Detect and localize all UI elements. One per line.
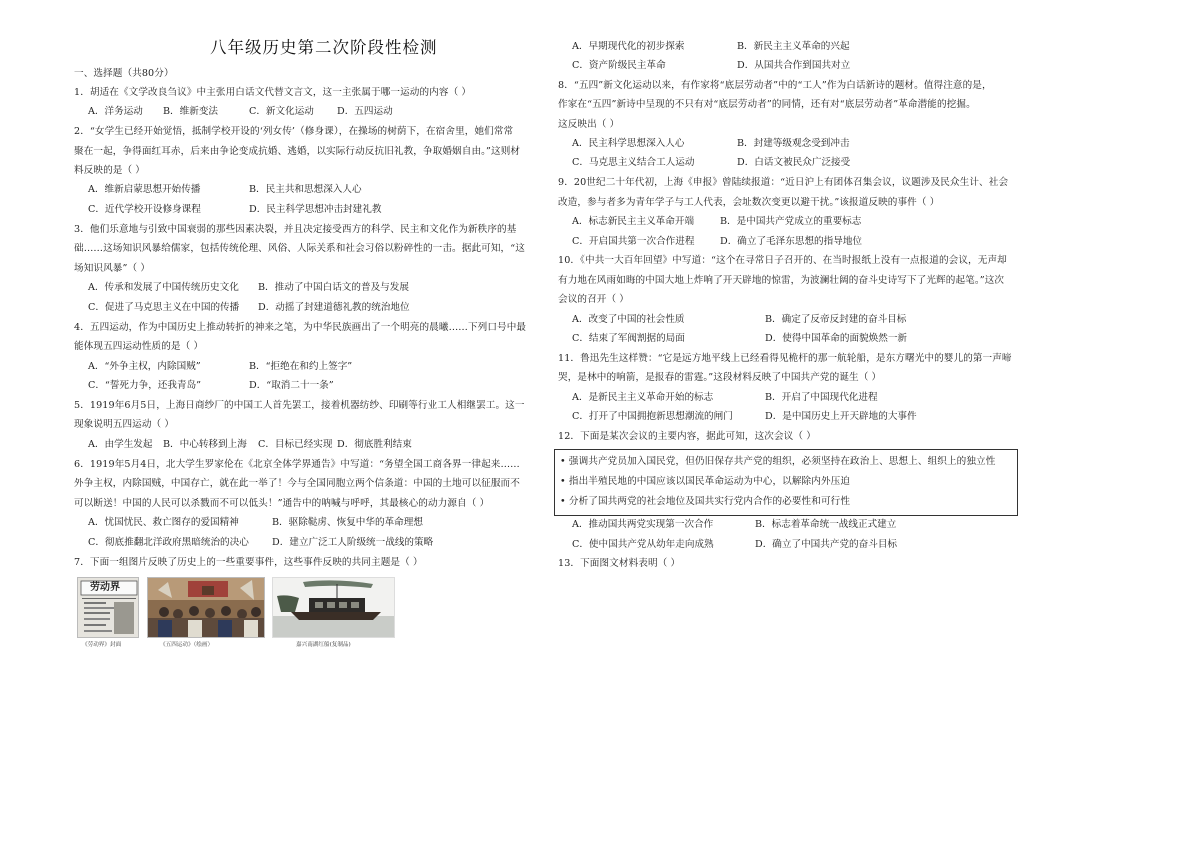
- question-11-option-d[interactable]: D．是中国历史上开天辟地的大事件: [765, 411, 917, 422]
- question-11-option-c[interactable]: C．打开了中国拥抱新思想潮流的闸门: [572, 411, 733, 422]
- question-6-line-3: 可以断送！中国的人民可以杀戮而不可以低头！”通告中的呐喊与呼呼，其最核心的动力源自（ ）: [74, 498, 490, 509]
- may-fourth-painting-illustration: [148, 578, 265, 638]
- question-8-line-1: 8．“五四”新文化运动以来，有作家将“底层劳动者”中的“工人”作为白话新诗的题材。值得注意的是，: [558, 80, 992, 91]
- question-12-stem: 12．下面是某次会议的主要内容，据此可知，这次会议（ ）: [558, 431, 816, 442]
- question-13-stem: 13．下面图文材料表明（ ）: [558, 558, 681, 569]
- may-fourth-caption: 《五四运动》（绘画）: [160, 642, 214, 648]
- question-11-line-2: 哭，是林中的响箭，是报春的雷霆。”这段材料反映了中国共产党的诞生（ ）: [558, 372, 882, 383]
- page-title: 八年级历史第二次阶段性检测: [210, 38, 438, 57]
- question-9-line-2: 改造，参与者多为青年学子与工人代表，会址数次变更以避干扰。”该报道反映的事件（ ）: [558, 197, 940, 208]
- question-11-line-1: 11．鲁迅先生这样赞：“它是远方地平线上已经看得见桅杆的那一航轮船，是东方曙光中的婴儿的第一声啼: [558, 353, 1012, 364]
- question-10-option-a[interactable]: A．改变了中国的社会性质: [572, 314, 685, 325]
- question-2-option-c[interactable]: C．近代学校开设修身课程: [88, 204, 201, 215]
- question-2-option-b[interactable]: B．民主共和思想深入人心: [249, 184, 362, 195]
- question-1-stem: 1．胡适在《文学改良刍议》中主张用白话文代替文言文，这一主张属于哪一运动的内容（ ）: [74, 87, 472, 98]
- question-3-option-b[interactable]: B．推动了中国白话文的普及与发展: [258, 282, 409, 293]
- red-boat-illustration: [273, 578, 395, 638]
- question-9-option-a[interactable]: A．标志新民主主义革命开端: [572, 216, 695, 227]
- question-9-line-1: 9．20世纪二十年代初，上海《申报》曾陆续报道：“近日沪上有团体召集会议，议题涉及民众生计、社会: [558, 177, 1009, 188]
- meeting-point-3: • 分析了国共两党的社会地位及国共实行党内合作的必要性和可行性: [560, 496, 851, 507]
- question-9-option-d[interactable]: D．确立了毛泽东思想的指导地位: [720, 236, 863, 247]
- question-8-option-a[interactable]: A．民主科学思想深入人心: [572, 138, 685, 149]
- meeting-point-1: • 强调共产党员加入国民党，但仍旧保存共产党的组织，必须坚持在政治上、思想上、组织上的独立性: [560, 456, 996, 467]
- question-6-option-c[interactable]: C．彻底推翻北洋政府黑暗统治的决心: [88, 537, 249, 548]
- meeting-point-2: • 指出半殖民地的中国应该以国民革命运动为中心，以解除内外压迫: [560, 476, 851, 487]
- question-2-option-a[interactable]: A．维新启蒙思想开始传播: [88, 184, 201, 195]
- question-10-option-d[interactable]: D．使得中国革命的面貌焕然一新: [765, 333, 908, 344]
- question-9-option-b[interactable]: B．是中国共产党成立的重要标志: [720, 216, 862, 227]
- question-6-line-2: 外争主权，内除国贼，中国存亡，就在此一举了！今与全国同胞立两个信条道：中国的土地可以征服而不: [74, 478, 520, 489]
- question-6-option-a[interactable]: A．忧国忧民、救亡图存的爱国精神: [88, 517, 239, 528]
- section-heading: 一、选择题（共80分）: [74, 68, 174, 79]
- question-6-option-b[interactable]: B．驱除鞑虏、恢复中华的革命理想: [272, 517, 423, 528]
- question-3-option-a[interactable]: A．传承和发展了中国传统历史文化: [88, 282, 239, 293]
- question-4-line-2: 能体现五四运动性质的是（ ）: [74, 341, 204, 352]
- question-8-option-b[interactable]: B．封建等级观念受到冲击: [737, 138, 850, 149]
- question-4-line-1: 4．五四运动，作为中国历史上推动转折的神来之笔，为中华民族画出了一个明亮的晨曦……下列口号中最: [74, 322, 527, 333]
- question-12-option-d[interactable]: D．确立了中国共产党的奋斗目标: [755, 539, 898, 550]
- question-3-line-3: 场知识风暴”（ ）: [74, 263, 151, 274]
- question-8-option-c[interactable]: C．马克思主义结合工人运动: [572, 157, 695, 168]
- question-6-option-d[interactable]: D．建立广泛工人阶级统一战线的策略: [272, 537, 434, 548]
- question-3-line-1: 3．他们乐意地与引致中国衰弱的那些因素决裂，并且决定接受西方的科学、民主和文化作为新秩序的基: [74, 224, 517, 235]
- question-1-option-d[interactable]: D．五四运动: [337, 106, 393, 117]
- question-8-line-2: 作家在“五四”新诗中呈现的不只有对“底层劳动者”的同情，还有对“底层劳动者”革命潜能的挖掘。: [558, 99, 976, 110]
- question-1-option-c[interactable]: C．新文化运动: [249, 106, 314, 117]
- question-5-line-1: 5．1919年6月5日，上海日商纱厂的中国工人首先罢工，接着机器纺纱、印刷等行业工人相继罢工。这一: [74, 400, 525, 411]
- red-boat-caption: 嘉兴南湖红船(复制品): [296, 642, 351, 648]
- question-6-line-1: 6．1919年5月4日，北大学生罗家伦在《北京全体学界通告》中写道：“务望全国工商各界一律起来……: [74, 459, 520, 470]
- question-5-option-c[interactable]: C．目标已经实现: [258, 439, 333, 450]
- question-7-option-d[interactable]: D．从国共合作到国共对立: [737, 60, 851, 71]
- question-9-option-c[interactable]: C．开启国共第一次合作进程: [572, 236, 695, 247]
- question-2-option-d[interactable]: D．民主科学思想冲击封建礼教: [249, 204, 382, 215]
- question-5-line-2: 现象说明五四运动（ ）: [74, 419, 175, 430]
- question-11-option-b[interactable]: B．开启了中国现代化进程: [765, 392, 878, 403]
- question-4-option-d[interactable]: D．“取消二十一条”: [249, 380, 334, 391]
- question-12-option-b[interactable]: B．标志着革命统一战线正式建立: [755, 519, 897, 530]
- labor-world-cover-title: 劳动界: [90, 582, 120, 593]
- question-4-option-c[interactable]: C．“誓死力争，还我青岛”: [88, 380, 202, 391]
- labor-world-caption: 《劳动界》封面: [82, 642, 122, 648]
- question-5-option-b[interactable]: B．中心转移到上海: [163, 439, 247, 450]
- question-7-option-b[interactable]: B．新民主主义革命的兴起: [737, 41, 850, 52]
- question-10-line-1: 10．《中共一大百年回望》中写道：“这个在寻常日子召开的、在当时报纸上没有一点报道的会议，无声却: [558, 255, 1007, 266]
- question-7-option-a[interactable]: A．早期现代化的初步探索: [572, 41, 685, 52]
- question-3-line-2: 础……这场知识风暴给儒家，包括传统伦理、风俗、人际关系和社会习俗以粉碎性的一击。据此可知，“这: [74, 243, 525, 254]
- question-7-stem: 7．下面一组图片反映了历史上的一些重要事件，这些事件反映的共同主题是（ ）: [74, 557, 423, 568]
- question-3-option-d[interactable]: D．动摇了封建道德礼教的统治地位: [258, 302, 410, 313]
- question-10-option-b[interactable]: B．确定了反帝反封建的奋斗目标: [765, 314, 907, 325]
- question-1-option-b[interactable]: B．维新变法: [163, 106, 219, 117]
- question-8-line-3: 这反映出（ ）: [558, 119, 620, 130]
- question-5-option-a[interactable]: A．由学生发起: [88, 439, 153, 450]
- question-2-line-1: 2．“女学生已经开始觉悟，抵制学校开设的‘列女传’（修身课），在操场的树荫下，在宿舍里，她们常常: [74, 126, 514, 137]
- red-boat-image: [272, 577, 395, 638]
- question-11-option-a[interactable]: A．是新民主主义革命开始的标志: [572, 392, 714, 403]
- question-4-option-b[interactable]: B．“拒绝在和约上签字”: [249, 361, 353, 372]
- question-10-line-2: 有力地在风雨如晦的中国大地上炸响了开天辟地的惊雷，为波澜壮阔的奋斗史诗写下了光辉的起笔。”这次: [558, 275, 1005, 286]
- question-10-option-c[interactable]: C．结束了军阀割据的局面: [572, 333, 685, 344]
- labor-world-cover-image: [77, 577, 139, 638]
- may-fourth-painting-image: [147, 577, 265, 638]
- question-12-option-a[interactable]: A．推动国共两党实现第一次合作: [572, 519, 714, 530]
- question-2-line-2: 聚在一起，争得面红耳赤，后来由争论变成抗婚、逃婚，以实际行动反抗旧礼教，争取婚姻自由。”这则材: [74, 146, 521, 157]
- question-12-option-c[interactable]: C．使中国共产党从幼年走向成熟: [572, 539, 714, 550]
- meeting-content-box: [554, 449, 1018, 516]
- question-7-option-c[interactable]: C．资产阶级民主革命: [572, 60, 666, 71]
- question-4-option-a[interactable]: A．“外争主权，内除国贼”: [88, 361, 201, 372]
- question-2-line-3: 料反映的是（ ）: [74, 165, 146, 176]
- question-8-option-d[interactable]: D．白话文被民众广泛接受: [737, 157, 851, 168]
- question-5-option-d[interactable]: D．彻底胜利结束: [337, 439, 412, 450]
- question-1-option-a[interactable]: A．洋务运动: [88, 106, 143, 117]
- question-3-option-c[interactable]: C．促进了马克思主义在中国的传播: [88, 302, 240, 313]
- question-10-line-3: 会议的召开（ ）: [558, 294, 630, 305]
